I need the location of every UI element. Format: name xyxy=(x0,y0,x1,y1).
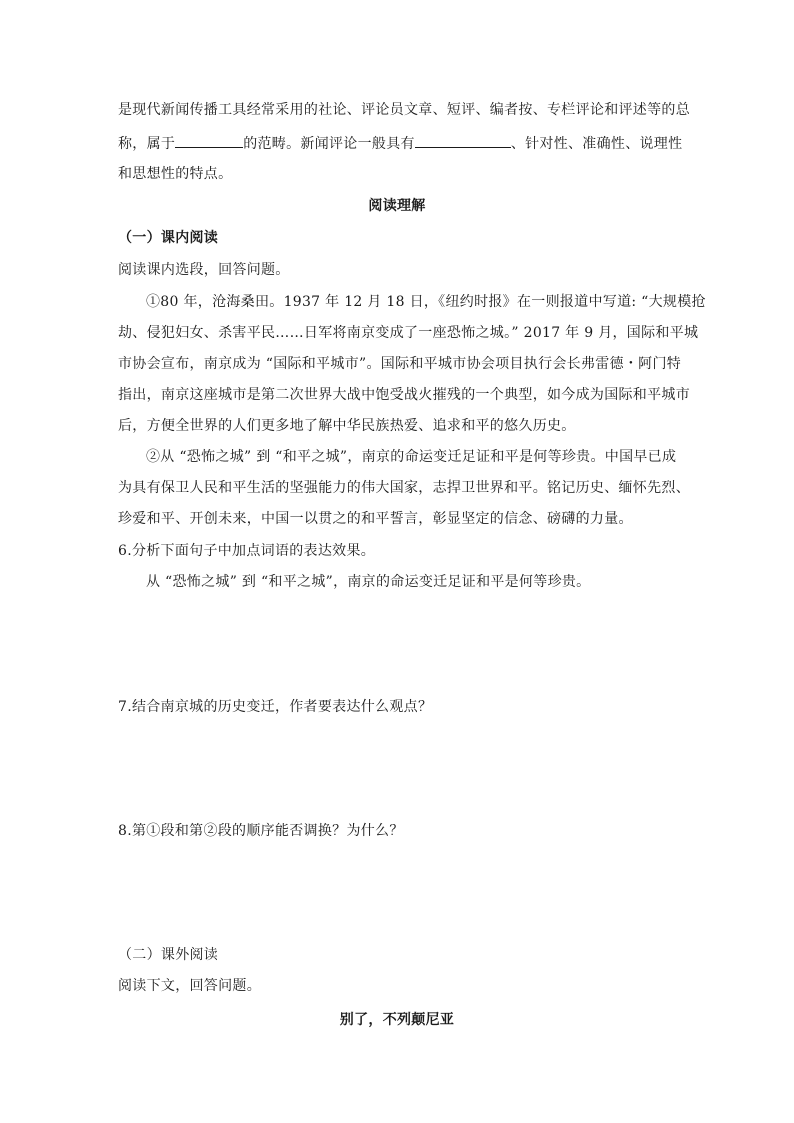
part1-heading: （一）课内阅读 xyxy=(118,230,219,246)
answer-blank-1[interactable] xyxy=(175,133,243,148)
question-7: 7.结合南京城的历史变迁，作者要表达什么观点？ xyxy=(118,699,433,715)
question-8: 8.第①段和第②段的顺序能否调换？为什么？ xyxy=(118,823,404,839)
article-title: 别了，不列颠尼亚 xyxy=(339,1012,455,1028)
para1-line-1: ①80 年，沧海桑田。1937 年 12 月 18 日，《纽约时报》在一则报道中写道: “大规模抢 xyxy=(146,294,706,310)
para1-line-2: 劫、侵犯妇女、杀害平民……日军将南京变成了一座恐怖之城。” 2017 年 9 月，国际和平城 xyxy=(118,325,699,341)
intro-line-2-middle: 的范畴。新闻评论一般具有 xyxy=(243,136,415,152)
answer-blank-2[interactable] xyxy=(415,133,511,148)
question-6: 6.分析下面句子中加点词语的表达效果。 xyxy=(118,543,376,559)
intro-line-3: 和思想性的特点。 xyxy=(118,166,233,182)
section-title: 阅读理解 xyxy=(368,198,426,214)
para2-line-1: ②从 “恐怖之城” 到 “和平之城”，南京的命运变迁足证和平是何等珍贵。中国早已成 xyxy=(146,449,677,465)
question-6-sentence: 从 “恐怖之城” 到 “和平之城”，南京的命运变迁足证和平是何等珍贵。 xyxy=(146,574,591,590)
intro-line-1: 是现代新闻传播工具经常采用的社论、评论员文章、短评、编者按、专栏评论和评述等的总 xyxy=(118,102,690,118)
para2-line-2: 为具有保卫人民和平生活的坚强能力的伟大国家，志捍卫世界和平。铭记历史、缅怀先烈、 xyxy=(118,480,690,496)
part2-heading: （二）课外阅读 xyxy=(118,947,219,963)
para1-line-3: 市协会宣布，南京成为 “国际和平城市”。国际和平城市协会项目执行会长弗雷德・阿门特 xyxy=(118,356,682,372)
intro-line-2-end: 、针对性、准确性、说理性 xyxy=(510,136,683,152)
para2-line-3: 珍爱和平、开创未来，中国一以贯之的和平誓言，彰显坚定的信念、磅礴的力量。 xyxy=(118,511,633,527)
part2-instruction: 阅读下文，回答问题。 xyxy=(118,978,261,994)
intro-line-2 xyxy=(118,133,682,154)
para1-line-4: 指出，南京这座城市是第二次世界大战中饱受战火摧残的一个典型，如今成为国际和平城市 xyxy=(118,387,690,403)
intro-line-2-start: 称，属于 xyxy=(118,136,176,152)
para1-line-5: 后，方便全世界的人们更多地了解中华民族热爱、追求和平的悠久历史。 xyxy=(118,418,576,434)
part1-instruction: 阅读课内选段，回答问题。 xyxy=(118,262,290,278)
